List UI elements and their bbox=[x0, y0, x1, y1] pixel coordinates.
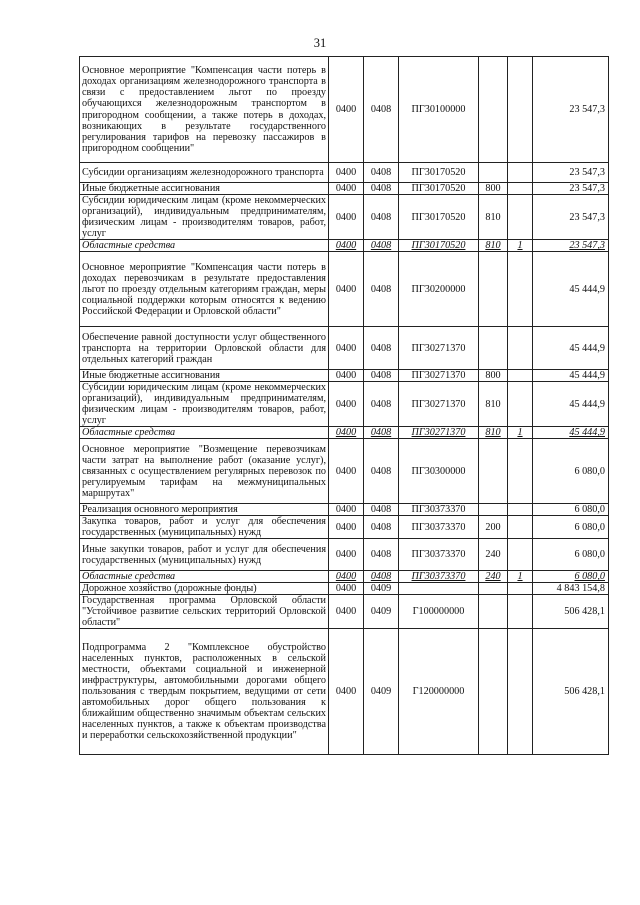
item-name: Основное мероприятие "Компенсация части потерь в доходах организациям железнодорожного транспорта в связи с предоставлением льгот по проезду обучающихся железнодорожным транспортом в пригородном сообщении, а также потерь в доходах, возникающих в результате государственного регулирования тарифов на перевозку пассажиров в пригородном сообщении" bbox=[80, 57, 329, 163]
subsection-code: 0409 bbox=[364, 595, 399, 629]
item-name: Дорожное хозяйство (дорожные фонды) bbox=[80, 583, 329, 595]
funding-source-code bbox=[508, 439, 533, 504]
table-row bbox=[80, 516, 609, 539]
target-article-code: ПГ30170520 bbox=[399, 183, 479, 195]
expense-type-code bbox=[479, 439, 508, 504]
funding-source-code bbox=[508, 195, 533, 240]
item-name: Государственная программа Орловской области "Устойчивое развитие сельских территорий Орловской области" bbox=[80, 595, 329, 629]
section-code: 0400 bbox=[329, 539, 364, 571]
item-name: Областные средства bbox=[80, 240, 329, 252]
subsection-code: 0408 bbox=[364, 57, 399, 163]
target-article-code: ПГ30373370 bbox=[399, 516, 479, 539]
amount: 6 080,0 bbox=[533, 504, 609, 516]
section-code: 0400 bbox=[329, 504, 364, 516]
item-name: Закупка товаров, работ и услуг для обеспечения государственных (муниципальных) нужд bbox=[80, 516, 329, 539]
table-row bbox=[80, 240, 609, 252]
expense-type-code: 800 bbox=[479, 370, 508, 382]
section-code: 0400 bbox=[329, 382, 364, 427]
expense-type-code: 240 bbox=[479, 571, 508, 583]
subsection-code: 0408 bbox=[364, 195, 399, 240]
subsection-code: 0408 bbox=[364, 252, 399, 327]
section-code: 0400 bbox=[329, 427, 364, 439]
target-article-code: ПГ30373370 bbox=[399, 539, 479, 571]
budget-table bbox=[79, 56, 609, 755]
expense-type-code: 810 bbox=[479, 382, 508, 427]
subsection-code: 0408 bbox=[364, 439, 399, 504]
subsection-code: 0408 bbox=[364, 382, 399, 427]
item-name: Обеспечение равной доступности услуг общественного транспорта на территории Орловской области для отдельных категорий граждан bbox=[80, 327, 329, 370]
subsection-code: 0408 bbox=[364, 183, 399, 195]
section-code: 0400 bbox=[329, 327, 364, 370]
section-code: 0400 bbox=[329, 183, 364, 195]
table-row bbox=[80, 439, 609, 504]
target-article-code bbox=[399, 583, 479, 595]
table-row bbox=[80, 583, 609, 595]
amount: 45 444,9 bbox=[533, 427, 609, 439]
section-code: 0400 bbox=[329, 252, 364, 327]
item-name: Основное мероприятие "Компенсация части потерь в доходах перевозчикам в результате предоставления льгот по проезду отдельным категориям граждан, меры социальной поддержки которым относятся к ведению Российской Федерации и Орловской области" bbox=[80, 252, 329, 327]
section-code: 0400 bbox=[329, 439, 364, 504]
subsection-code: 0408 bbox=[364, 504, 399, 516]
funding-source-code bbox=[508, 57, 533, 163]
amount: 506 428,1 bbox=[533, 629, 609, 755]
funding-source-code: 1 bbox=[508, 240, 533, 252]
page-number: 31 bbox=[313, 36, 327, 50]
section-code: 0400 bbox=[329, 370, 364, 382]
table-row bbox=[80, 382, 609, 427]
subsection-code: 0408 bbox=[364, 427, 399, 439]
amount: 6 080,0 bbox=[533, 539, 609, 571]
expense-type-code: 200 bbox=[479, 516, 508, 539]
table-row bbox=[80, 252, 609, 327]
target-article-code: Г120000000 bbox=[399, 629, 479, 755]
target-article-code: ПГ30373370 bbox=[399, 504, 479, 516]
section-code: 0400 bbox=[329, 57, 364, 163]
expense-type-code: 810 bbox=[479, 427, 508, 439]
expense-type-code bbox=[479, 327, 508, 370]
table-row bbox=[80, 595, 609, 629]
funding-source-code: 1 bbox=[508, 571, 533, 583]
item-name: Иные закупки товаров, работ и услуг для обеспечения государственных (муниципальных) нужд bbox=[80, 539, 329, 571]
expense-type-code bbox=[479, 583, 508, 595]
target-article-code: ПГ30100000 bbox=[399, 57, 479, 163]
table-row bbox=[80, 427, 609, 439]
amount: 23 547,3 bbox=[533, 195, 609, 240]
expense-type-code bbox=[479, 163, 508, 183]
subsection-code: 0408 bbox=[364, 240, 399, 252]
funding-source-code: 1 bbox=[508, 427, 533, 439]
item-name: Областные средства bbox=[80, 427, 329, 439]
expense-type-code: 240 bbox=[479, 539, 508, 571]
target-article-code: ПГ30170520 bbox=[399, 240, 479, 252]
expense-type-code bbox=[479, 629, 508, 755]
amount: 6 080,0 bbox=[533, 439, 609, 504]
amount: 23 547,3 bbox=[533, 183, 609, 195]
table-row bbox=[80, 327, 609, 370]
target-article-code: ПГ30200000 bbox=[399, 252, 479, 327]
target-article-code: ПГ30271370 bbox=[399, 370, 479, 382]
subsection-code: 0408 bbox=[364, 163, 399, 183]
item-name: Иные бюджетные ассигнования bbox=[80, 370, 329, 382]
funding-source-code bbox=[508, 504, 533, 516]
table-row bbox=[80, 370, 609, 382]
item-name: Субсидии юридическим лицам (кроме некоммерческих организаций), индивидуальным предпринимателям, физическим лицам - производителям товаров, работ, услуг bbox=[80, 195, 329, 240]
subsection-code: 0408 bbox=[364, 571, 399, 583]
amount: 506 428,1 bbox=[533, 595, 609, 629]
table-row bbox=[80, 163, 609, 183]
item-name: Областные средства bbox=[80, 571, 329, 583]
subsection-code: 0408 bbox=[364, 539, 399, 571]
amount: 4 843 154,8 bbox=[533, 583, 609, 595]
item-name: Реализация основного мероприятия bbox=[80, 504, 329, 516]
item-name: Подпрограмма 2 "Комплексное обустройство населенных пунктов, расположенных в сельской местности, объектами социальной и инженерной инфраструктуры, автомобильными дорогами общего пользования с твердым покрытием, ведущими от сети автомобильных дорог общего пользования к ближайшим общественно значимым объектам сельских населенных пунктов, а также к объектам производства и переработки сельскохозяйственной продукции" bbox=[80, 629, 329, 755]
funding-source-code bbox=[508, 516, 533, 539]
amount: 6 080,0 bbox=[533, 516, 609, 539]
funding-source-code bbox=[508, 327, 533, 370]
section-code: 0400 bbox=[329, 583, 364, 595]
expense-type-code bbox=[479, 504, 508, 516]
table-row bbox=[80, 195, 609, 240]
funding-source-code bbox=[508, 629, 533, 755]
target-article-code: ПГ30271370 bbox=[399, 382, 479, 427]
section-code: 0400 bbox=[329, 240, 364, 252]
amount: 23 547,3 bbox=[533, 240, 609, 252]
item-name: Субсидии юридическим лицам (кроме некоммерческих организаций), индивидуальным предпринимателям, физическим лицам - производителям товаров, работ, услуг bbox=[80, 382, 329, 427]
funding-source-code bbox=[508, 583, 533, 595]
funding-source-code bbox=[508, 183, 533, 195]
target-article-code: ПГ30170520 bbox=[399, 163, 479, 183]
amount: 45 444,9 bbox=[533, 370, 609, 382]
item-name: Иные бюджетные ассигнования bbox=[80, 183, 329, 195]
target-article-code: ПГ30300000 bbox=[399, 439, 479, 504]
expense-type-code: 800 bbox=[479, 183, 508, 195]
table-row bbox=[80, 183, 609, 195]
section-code: 0400 bbox=[329, 571, 364, 583]
table-row bbox=[80, 629, 609, 755]
table-row bbox=[80, 539, 609, 571]
expense-type-code bbox=[479, 57, 508, 163]
funding-source-code bbox=[508, 595, 533, 629]
section-code: 0400 bbox=[329, 629, 364, 755]
table-row bbox=[80, 504, 609, 516]
section-code: 0400 bbox=[329, 163, 364, 183]
subsection-code: 0408 bbox=[364, 327, 399, 370]
funding-source-code bbox=[508, 252, 533, 327]
subsection-code: 0408 bbox=[364, 370, 399, 382]
table-row bbox=[80, 57, 609, 163]
expense-type-code bbox=[479, 595, 508, 629]
section-code: 0400 bbox=[329, 595, 364, 629]
subsection-code: 0408 bbox=[364, 516, 399, 539]
amount: 45 444,9 bbox=[533, 327, 609, 370]
funding-source-code bbox=[508, 382, 533, 427]
target-article-code: ПГ30373370 bbox=[399, 571, 479, 583]
amount: 6 080,0 bbox=[533, 571, 609, 583]
expense-type-code: 810 bbox=[479, 240, 508, 252]
target-article-code: ПГ30271370 bbox=[399, 427, 479, 439]
target-article-code: ПГ30170520 bbox=[399, 195, 479, 240]
item-name: Основное мероприятие "Возмещение перевозчикам части затрат на выполнение работ (оказание услуг), связанных с осуществлением регулярных перевозок по регулируемым тарифам на межмуниципальных маршрутах" bbox=[80, 439, 329, 504]
expense-type-code bbox=[479, 252, 508, 327]
funding-source-code bbox=[508, 163, 533, 183]
item-name: Субсидии организациям железнодорожного транспорта bbox=[80, 163, 329, 183]
table-row bbox=[80, 571, 609, 583]
amount: 45 444,9 bbox=[533, 252, 609, 327]
target-article-code: ПГ30271370 bbox=[399, 327, 479, 370]
expense-type-code: 810 bbox=[479, 195, 508, 240]
subsection-code: 0409 bbox=[364, 583, 399, 595]
amount: 23 547,3 bbox=[533, 163, 609, 183]
section-code: 0400 bbox=[329, 516, 364, 539]
section-code: 0400 bbox=[329, 195, 364, 240]
amount: 45 444,9 bbox=[533, 382, 609, 427]
subsection-code: 0409 bbox=[364, 629, 399, 755]
amount: 23 547,3 bbox=[533, 57, 609, 163]
target-article-code: Г100000000 bbox=[399, 595, 479, 629]
funding-source-code bbox=[508, 539, 533, 571]
funding-source-code bbox=[508, 370, 533, 382]
